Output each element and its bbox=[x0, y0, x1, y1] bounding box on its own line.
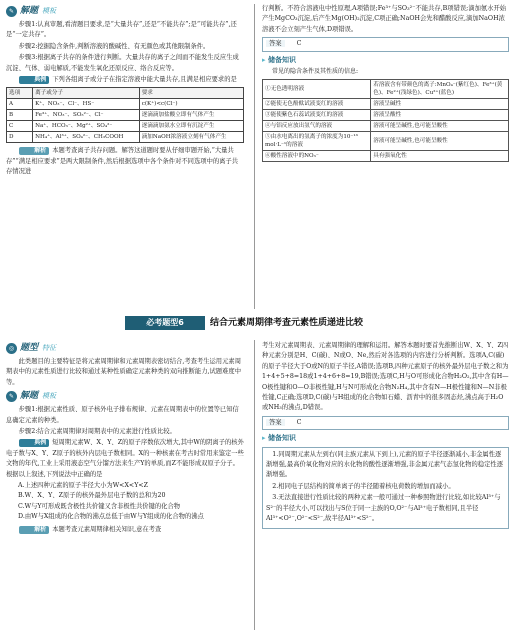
header-title: 解题 bbox=[20, 391, 39, 402]
banner-title: 结合元素周期律考查元素性质递进比较 bbox=[210, 318, 364, 328]
answer-box bbox=[262, 416, 509, 430]
answer-box bbox=[262, 37, 509, 51]
section-banner bbox=[0, 314, 515, 332]
analysis-continued: 考生对元素周期表、元素周期律的理解和运用。解答本题时要首先推断出W、X、Y、Z四种元素分别是H、C(碳)、N或O、Ne,然后对各选项的内容进行分析判断。选项A,C(碳)的原子半径大于O或N的原子半径,A错误;选项B,四种元素原子的核外最外层电子数之和为1+4+5+8=18或1+4+6+8=19,B错误;选项C,H与O可形成化合物H₂O₂,其中含有H—O极性键和O—O非极性键,H与N可形成化合物N₂H₄,其中含有N—H极性键和N—N非极性键,C正确;选项D,C(碳)与H组成的化合物如石蜡、沥青中的很多固态烃,沸点高于H₂O或NH₃的沸点,D错误。 bbox=[262, 342, 509, 412]
table-header: 选项 bbox=[7, 88, 33, 99]
summary-item-2: 2.相同电子层结构的简单离子的半径随着核电荷数的增加而减小。 bbox=[272, 482, 455, 490]
step-2: 步骤2:挖掘隐含条件,判断溶液的酸碱性、有无颜色或其他限制条件。 bbox=[18, 42, 210, 50]
table-cell: 逐滴滴加氨水立即有沉淀产生 bbox=[139, 121, 243, 132]
table-cell: A bbox=[7, 99, 33, 110]
options-table bbox=[6, 87, 244, 143]
table-row bbox=[263, 151, 509, 162]
analysis-tag: 解析 bbox=[19, 147, 50, 155]
table-cell: 具有强氧化性 bbox=[371, 151, 509, 162]
table-cell: K⁺、NO₃⁻、Cl⁻、HS⁻ bbox=[33, 99, 140, 110]
lightbulb-icon: ✎ bbox=[6, 6, 17, 17]
step-3: 步骤3:根据离子共存的条件进行判断。大量共存的离子之间而不能发生反应生成沉淀、气体、弱电解质,不能发生氧化还原反应、络合反应等。 bbox=[6, 54, 239, 72]
table-cell: C bbox=[7, 121, 33, 132]
table-cell: Na⁺、HCO₃⁻、Mg²⁺、SO₄²⁻ bbox=[33, 121, 140, 132]
header-subtitle: 模板 bbox=[42, 6, 57, 15]
right-bottom-column bbox=[262, 341, 509, 529]
table-cell: NH₄⁺、Al³⁺、SO₄²⁻、CH₃COOH bbox=[33, 132, 140, 143]
analysis-paragraph bbox=[6, 525, 244, 535]
table-row bbox=[263, 80, 509, 99]
header-subtitle: 特征 bbox=[42, 343, 57, 352]
table-row bbox=[7, 110, 244, 121]
header-title: 解题 bbox=[20, 5, 39, 16]
analysis-tag: 解析 bbox=[19, 526, 50, 534]
table-row bbox=[7, 99, 244, 110]
left-top-column bbox=[6, 4, 244, 179]
example-paragraph bbox=[6, 75, 244, 85]
analysis-paragraph bbox=[6, 146, 244, 177]
table-cell: 溶液可能呈碱性,也可能呈酸性 bbox=[371, 132, 509, 151]
column-divider bbox=[254, 340, 255, 630]
table-cell: Fe³⁺、NO₃⁻、SO₃²⁻、Cl⁻ bbox=[33, 110, 140, 121]
right-top-column bbox=[262, 4, 509, 162]
table-cell: 逐滴滴加盐酸立即有气体产生 bbox=[139, 110, 243, 121]
answer-label: 答案 bbox=[266, 419, 285, 426]
table-cell: ⑥酸性溶液中的NO₃⁻ bbox=[263, 151, 371, 162]
example-tag: 典例 bbox=[19, 439, 50, 447]
option-a: A.上述四种元素的原子半径大小为W<X<Y<Z bbox=[18, 482, 149, 490]
table-cell: B bbox=[7, 110, 33, 121]
table-cell: 溶液呈酸性 bbox=[371, 110, 509, 121]
hidden-conditions-table bbox=[262, 79, 509, 162]
table-row bbox=[263, 132, 509, 151]
table-cell: 若溶液含有带颜色的离子:MnO₄⁻(紫红色)、Fe³⁺(黄色)、Fe²⁺(浅绿色)、Cu²⁺(蓝色) bbox=[371, 80, 509, 99]
header-title: 题型 bbox=[20, 342, 39, 353]
analysis-text: 本题考查离子共存问题。解答这道题时要从仔细审题开始,“大量共存”“满足相应要求”是两大限制条件,然后根据选项中各个条件对不同选项中的离子共存情况进 bbox=[6, 147, 239, 176]
lightbulb-icon: ✎ bbox=[6, 391, 17, 402]
example-text: 短周期元素W、X、Y、Z的原子序数依次增大,其中W的阴离子的核外电子数与X、Y、Z原子的核外内层电子数相同。X的一种核素在考古时常用来鉴定一些文物的年代,工业上采用液态空气分馏方法来生产Y的单质,而Z不能形成双原子分子。根据以上叙述,下列说法中正确的是 bbox=[6, 439, 244, 478]
answer-value: C bbox=[296, 418, 302, 426]
option-b: B.W、X、Y、Z原子的核外最外层电子数的总和为20 bbox=[18, 492, 166, 500]
table-cell: ②能使无色酚酞试液变红的溶液 bbox=[263, 99, 371, 110]
table-row bbox=[263, 99, 509, 110]
example-text: 下列各组离子或分子在指定溶液中能大量共存,且满足相应要求的是 bbox=[52, 76, 237, 84]
feature-intro: 此类题目的主要特征是将元素周期律和元素周期表密切结合,考查考生运用元素周期表中的元素性质进行比较和通过某种性质确定元素种类的双向推断能力,试题难度中等。 bbox=[6, 358, 241, 386]
column-divider bbox=[254, 4, 255, 309]
section-header-solution-template bbox=[6, 4, 244, 18]
table-header: 离子或分子 bbox=[33, 88, 140, 99]
table-row bbox=[7, 132, 244, 143]
summary-item-3: 3.无法直接进行性质比较的两种元素一般可通过一种参照物进行比较,如比较Al³⁺与S²⁻的半径大小,可以找出与S位于同一主族的O,O²⁻与Al³⁺电子数相同,且半径Al³⁺<O²⁻,O²⁻<S²⁻,故半径Al³⁺<S²⁻。 bbox=[266, 494, 501, 523]
table-cell: 溶液可能呈碱性,也可能呈酸性 bbox=[371, 121, 509, 132]
target-icon: ◎ bbox=[6, 343, 17, 354]
header-subtitle: 模板 bbox=[42, 392, 57, 401]
summary-item-1: 1.同周期元素从左到右(同主族元素从下到上),元素的原子半径逐渐减小,非金属性逐渐增强,最高价氧化物对应的水化物的酸性逐渐增强,非金属元素气态氢化物的稳定性逐渐增强。 bbox=[266, 450, 503, 479]
table-cell: ③能使紫色石蕊试液变红的溶液 bbox=[263, 110, 371, 121]
table-header-row bbox=[7, 88, 244, 99]
knowledge-summary-box bbox=[262, 447, 509, 529]
analysis-continued: 行判断。不符合溶液电中性原理,A项错误;Fe³⁺与SO₃²⁻不能共存,B项错误;滴加氨水开始产生MgCO₃沉淀,后产生Mg(OH)₂沉淀,C项正确;NaOH会先和醋酸反应,滴加NaOH浓溶液不会立刻产生气体,D项错误。 bbox=[262, 5, 507, 33]
example-tag: 典例 bbox=[19, 76, 50, 84]
table-header: 要求 bbox=[139, 88, 243, 99]
banner-label: 必考题型6 bbox=[125, 316, 205, 330]
table-row bbox=[263, 110, 509, 121]
analysis-text: 本题考查元素周期律相关知识,意在考查 bbox=[52, 525, 162, 533]
step-1: 步骤1:根据元素性质、原子核外电子排布规律、元素在周期表中的位置等已知信息确定元素的种类。 bbox=[6, 406, 239, 424]
table-cell: 滴加NaOH浓溶液立刻有气体产生 bbox=[139, 132, 243, 143]
table-cell: ④与铝反应放出氢气的溶液 bbox=[263, 121, 371, 132]
answer-label: 答案 bbox=[266, 40, 285, 47]
table-cell: D bbox=[7, 132, 33, 143]
left-bottom-column bbox=[6, 341, 244, 536]
example-paragraph bbox=[6, 438, 244, 480]
option-c: C.W与Y可形成既含极性共价键又含非极性共价键的化合物 bbox=[18, 502, 181, 510]
section-header-question-feature bbox=[6, 341, 244, 355]
table-cell: ⑤由水电离出的氢离子的浓度为10⁻¹³ mol·L⁻¹的溶液 bbox=[263, 132, 371, 151]
table-cell: ①无色透明溶液 bbox=[263, 80, 371, 99]
answer-value: C bbox=[296, 40, 302, 48]
cases-intro: 常见的隐含条件及其性质的信息: bbox=[272, 68, 359, 76]
table-cell: 溶液呈碱性 bbox=[371, 99, 509, 110]
section-header-solution-template bbox=[6, 389, 244, 403]
table-row bbox=[263, 121, 509, 132]
knowledge-heading: ▸ 储备知识 bbox=[262, 433, 509, 443]
knowledge-heading: ▸ 储备知识 bbox=[262, 55, 509, 65]
step-2: 步骤2:结合元素周期律对周期表中的元素进行性质比较。 bbox=[18, 428, 176, 436]
step-1: 步骤1:认真审题,看清题目要求,是“大量共存”,还是“不能共存”;是“可能共存”,还是“一定共存”。 bbox=[6, 21, 237, 39]
option-d: D.由W与X组成的化合物的沸点总低于由W与Y组成的化合物的沸点 bbox=[18, 513, 204, 521]
table-cell: c(K⁺)<c(Cl⁻) bbox=[139, 99, 243, 110]
table-row bbox=[7, 121, 244, 132]
